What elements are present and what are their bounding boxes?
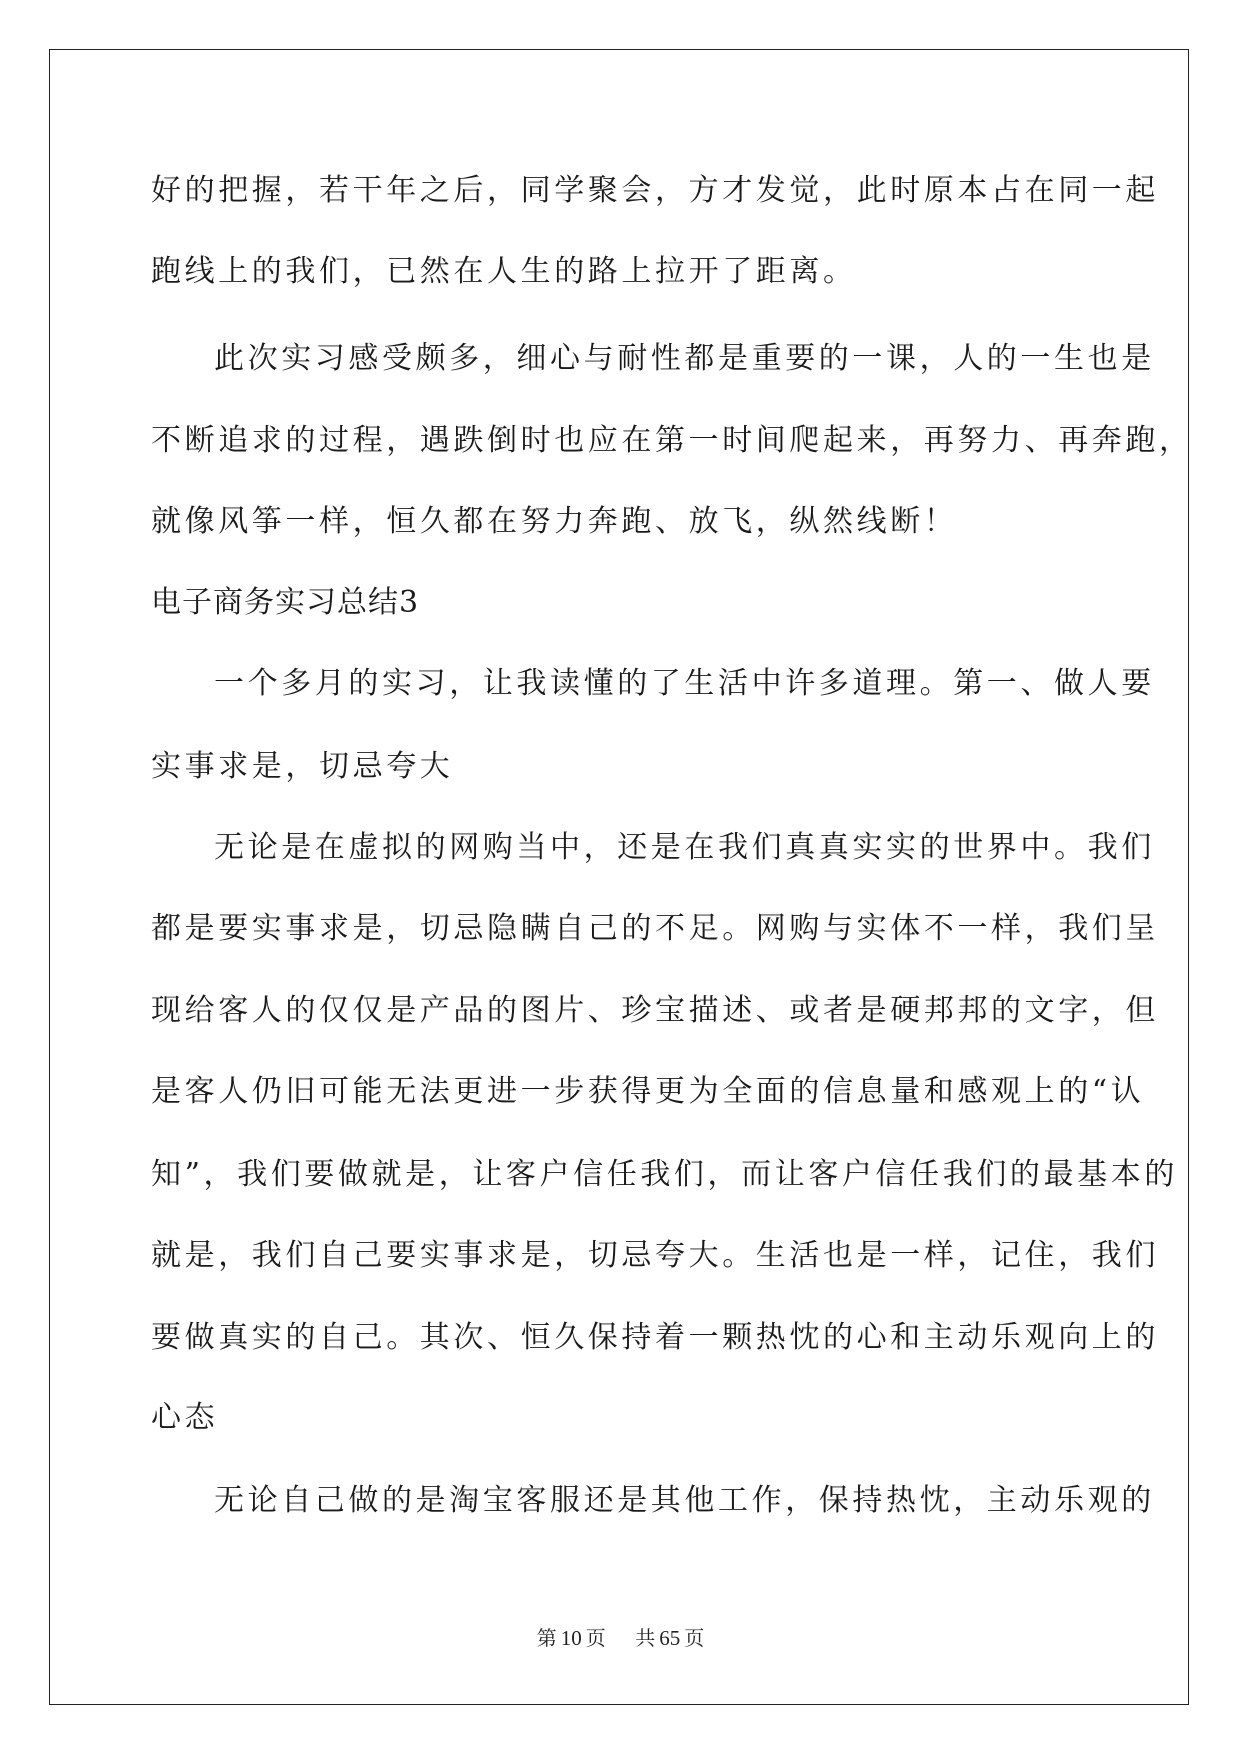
total-pages: 65 bbox=[659, 1626, 681, 1650]
text-line: 现给客人的仅仅是产品的图片、珍宝描述、或者是硬邦邦的文字，但 bbox=[151, 993, 1159, 1028]
text-line: 跑线上的我们，已然在人生的路上拉开了距离。 bbox=[151, 254, 857, 289]
text-line: 不断追求的过程，遇跌倒时也应在第一时间爬起来，再努力、再奔跑， bbox=[151, 423, 1193, 458]
text-line: 都是要实事求是，切忌隐瞒自己的不足。网购与实体不一样，我们呈 bbox=[151, 911, 1159, 946]
text-line: 就是，我们自己要实事求是，切忌夸大。生活也是一样，记住，我们 bbox=[151, 1238, 1159, 1273]
paragraph-start: 无论自己做的是淘宝客服还是其他工作，保持热忱，主动乐观的 bbox=[214, 1483, 1155, 1518]
text-line: 就像风筝一样，恒久都在努力奔跑、放飞，纵然线断！ bbox=[151, 504, 958, 539]
page-prefix: 第 bbox=[536, 1626, 557, 1650]
text-line: 要做真实的自己。其次、恒久保持着一颗热忱的心和主动乐观向上的 bbox=[151, 1320, 1159, 1355]
page-border bbox=[49, 49, 1189, 1705]
paragraph-start: 无论是在虚拟的网购当中，还是在我们真真实实的世界中。我们 bbox=[214, 830, 1155, 865]
page-suffix: 页 bbox=[585, 1626, 606, 1650]
paragraph-start: 一个多月的实习，让我读懂的了生活中许多道理。第一、做人要 bbox=[214, 666, 1155, 701]
text-line: 心态 bbox=[151, 1400, 219, 1435]
text-line: 好的把握，若干年之后，同学聚会，方才发觉，此时原本占在同一起 bbox=[151, 173, 1159, 208]
text-line: 知”，我们要做就是，让客户信任我们，而让客户信任我们的最基本的 bbox=[151, 1157, 1178, 1192]
total-suffix: 页 bbox=[684, 1626, 705, 1650]
total-prefix: 共 bbox=[635, 1626, 656, 1650]
paragraph-start: 此次实习感受颇多，细心与耐性都是重要的一课，人的一生也是 bbox=[214, 341, 1155, 376]
text-line: 是客人仍旧可能无法更进一步获得更为全面的信息量和感观上的“认 bbox=[151, 1074, 1145, 1109]
text-line: 实事求是，切忌夸大 bbox=[151, 749, 454, 784]
page-footer bbox=[0, 1625, 1241, 1651]
page-number: 10 bbox=[560, 1626, 582, 1650]
section-heading: 电子商务实习总结3 bbox=[151, 585, 420, 620]
